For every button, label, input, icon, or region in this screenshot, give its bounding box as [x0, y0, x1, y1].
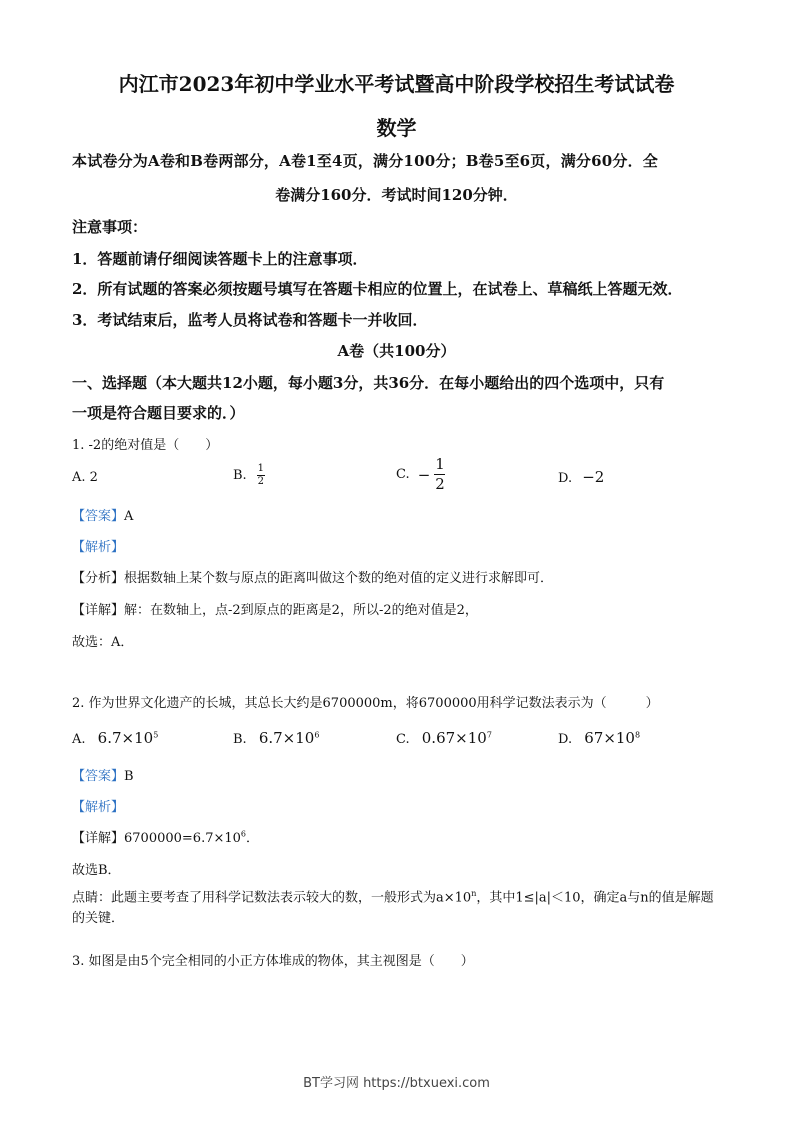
q2-option-d: D. $67\times 10^8$ — [558, 729, 641, 747]
minus-sign: − — [417, 465, 431, 484]
footer-watermark: BT学习网 https://btxuexi.com — [303, 1076, 490, 1091]
notice-item-2: 2．所有试题的答案必须按题号填写在答题卡相应的位置上，在试卷上、草稿纸上答题无效． — [72, 280, 683, 298]
q1-choice: 故选：A． — [72, 635, 134, 650]
fenxi-tag: 【分析】 — [72, 571, 125, 586]
q1-option-b — [233, 464, 265, 487]
detail-tag: 【详解】 — [72, 603, 125, 618]
answer-tag: 【答案】 — [72, 769, 125, 784]
q1-option-c-fraction — [434, 457, 445, 492]
detail-text: 解：在数轴上，点-2到原点的距离是2，所以-2的绝对值是2， — [124, 603, 478, 618]
q2-option-a: A. $6.7\times 10^5$ — [72, 729, 159, 747]
q2-stem: 2. 作为世界文化遗产的长城，其总长大约是6700000m，将6700000用科学记数法表示为（ ） — [72, 696, 659, 711]
q3-stem: 3. 如图是由5个完全相同的小正方体堆成的物体，其主视图是（ ） — [72, 954, 474, 969]
part1-heading-line-2: 一项是符合题目要求的．） — [72, 404, 245, 422]
part1-heading-line-1: 一、选择题（本大题共12小题，每小题3分，共36分．在每小题给出的四个选项中，只有 — [72, 374, 665, 392]
fraction-denominator: 2 — [257, 476, 265, 487]
exam-title: 内江市2023年初中学业水平考试暨高中阶段学校招生考试试卷 — [118, 72, 675, 96]
q1-answer — [72, 505, 133, 524]
fraction-denominator: 2 — [435, 475, 445, 493]
q1-option-b-fraction — [257, 464, 265, 487]
q1-option-c-label: C. — [396, 467, 410, 482]
answer-tag: 【答案】 — [72, 509, 125, 524]
intro-line-1: 本试卷分为A卷和B卷两部分，A卷1至4页，满分100分；B卷5至6页，满分60分．全 — [72, 152, 658, 170]
q1-detail — [72, 599, 478, 618]
q2-choice: 故选B． — [72, 863, 121, 878]
notice-heading: 注意事项： — [72, 218, 148, 236]
notice-item-1: 1．答题前请仔细阅读答题卡上的注意事项． — [72, 250, 368, 268]
q1-stem: 1. -2的绝对值是（ ） — [72, 438, 219, 453]
q2-option-b: B. $6.7\times 10^6$ — [233, 729, 320, 747]
q2-detail: 【详解】$6700000=6.7\times 10^6$． — [72, 829, 260, 846]
fraction-numerator: 1 — [435, 455, 445, 473]
q1-analysis-tag: 【解析】 — [72, 540, 125, 555]
q2-option-c: C. $0.67\times 10^7$ — [396, 729, 492, 747]
q1-option-d — [558, 468, 604, 486]
fraction-numerator: 1 — [257, 463, 265, 474]
intro-line-2: 卷满分160分．考试时间120分钟． — [275, 186, 518, 204]
q1-option-a: A. 2 — [72, 470, 98, 485]
section-a-heading: A卷（共100分） — [337, 342, 456, 360]
q2-answer — [72, 765, 134, 784]
q2-dianjing: 点睛：此题主要考查了用科学记数法表示较大的数，一般形式为$a\times 10^n$，其中1≤|a|＜10，确定a与n的值是解题的关键． — [72, 889, 714, 927]
q1-option-d-value: −2 — [582, 468, 605, 486]
answer-value: A — [124, 509, 134, 524]
notice-item-3: 3．考试结束后，监考人员将试卷和答题卡一并收回． — [72, 311, 428, 329]
q2-analysis-tag: 【解析】 — [72, 800, 125, 815]
q1-option-c — [396, 457, 445, 492]
q1-option-d-label: D. — [558, 471, 573, 486]
q1-fenxi — [72, 567, 553, 586]
answer-value: B — [124, 769, 134, 784]
q1-option-b-label: B. — [233, 468, 247, 483]
subject-title: 数学 — [376, 116, 417, 140]
fenxi-text: 根据数轴上某个数与原点的距离叫做这个数的绝对值的定义进行求解即可． — [124, 571, 554, 586]
